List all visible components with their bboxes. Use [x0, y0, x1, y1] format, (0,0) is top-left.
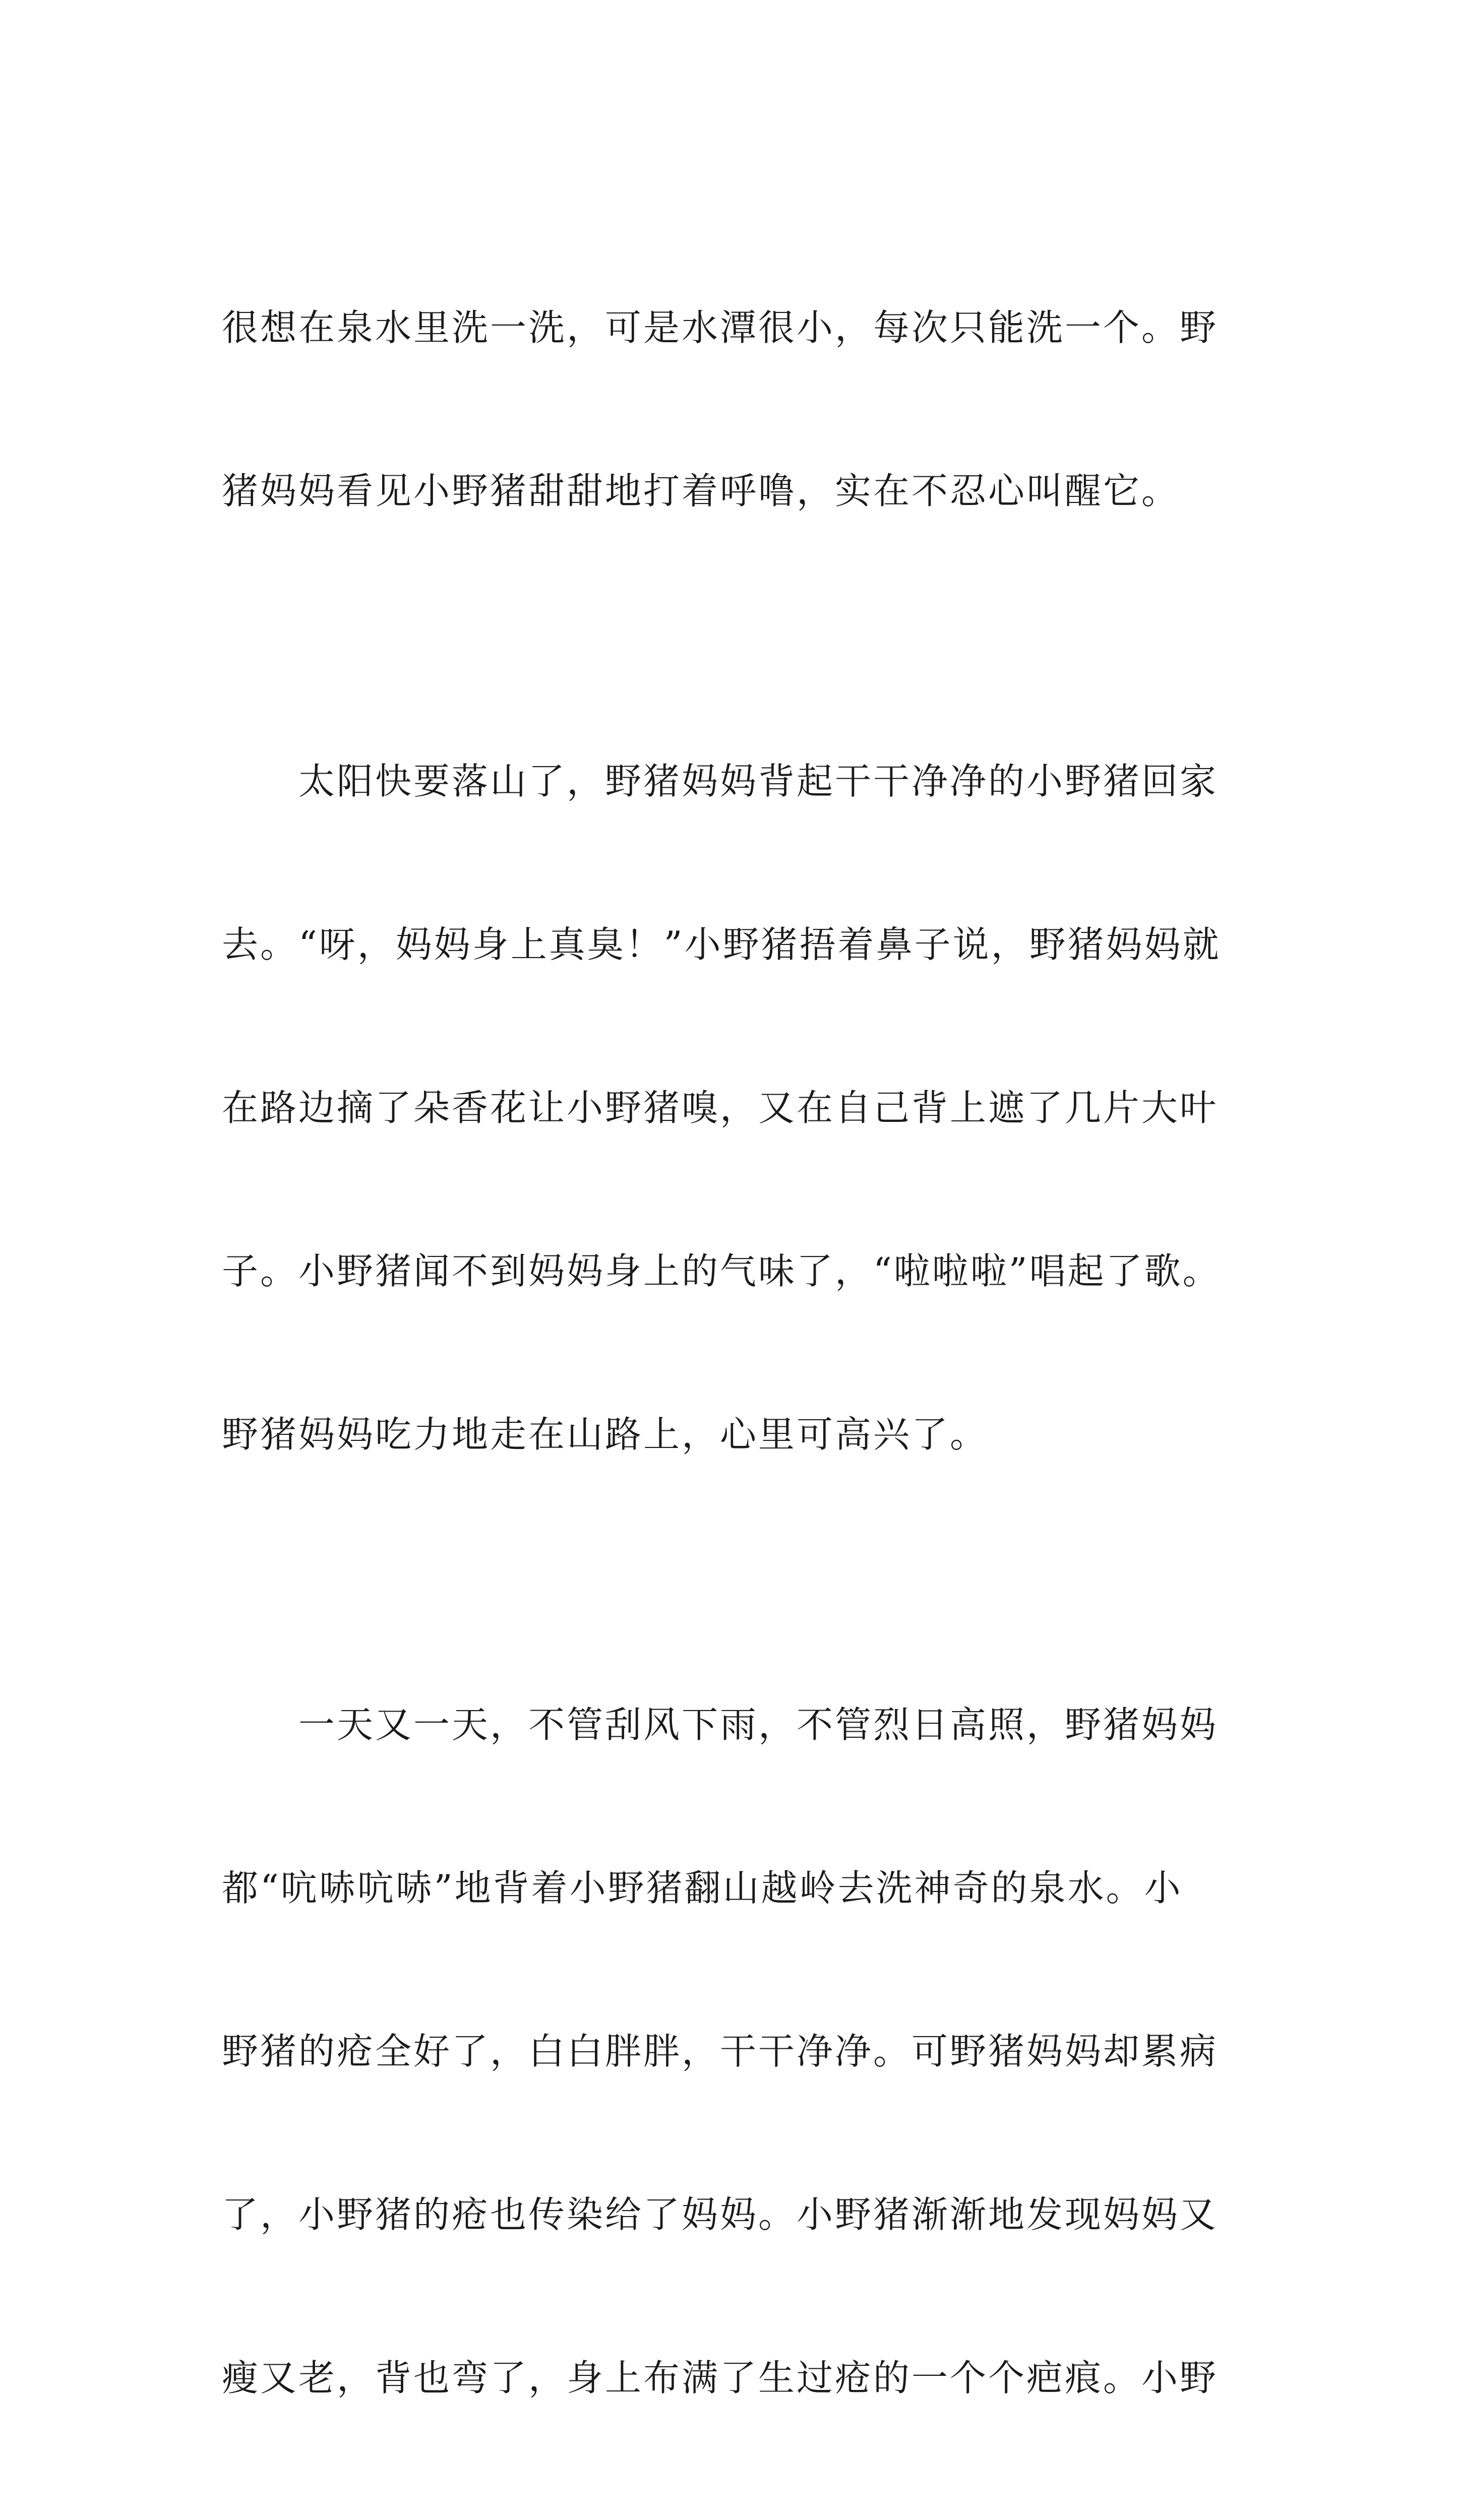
paragraph	[222, 645, 1255, 1570]
text-line: 猪妈妈看见小野猪甜甜地打着呼噜，实在不忍心叫醒它。	[222, 470, 1180, 512]
text-line: 野猪妈妈吃力地走在山路上，心里可高兴了。	[222, 1413, 989, 1456]
text-line: 一天又一天，不管刮风下雨，不管烈日高照，野猪妈妈	[222, 1704, 1219, 1746]
text-line: 在路边摘了朵香花让小野猪嗅，又在自己背上遮了几片大叶	[222, 1087, 1219, 1129]
paragraph	[222, 192, 1255, 627]
text-line: 子。小野猪闻不到妈妈身上的气味了，“啦啦啦”唱起了歌。	[222, 1250, 1221, 1292]
text-line: 很想在泉水里洗一洗，可是水潭很小，每次只能洗一个。野	[222, 306, 1219, 349]
document-body	[222, 192, 1255, 2520]
text-line: 了，小野猪的疮也传染给了妈妈。小野猪渐渐地发现妈妈又	[222, 2193, 1219, 2236]
text-line	[222, 2514, 1255, 2520]
text-line: 野猪的疮全好了，白白胖胖，干干净净。可野猪妈妈却累病	[222, 2030, 1219, 2072]
text-line: 太阳快要落山了，野猪妈妈背起干干净净的小野猪回家	[222, 760, 1219, 802]
text-line: 去。“呀，妈妈身上真臭！”小野猪捂着鼻子说，野猪妈妈就	[222, 923, 1221, 966]
text-line: 瘦又老，背也弯了，身上布满了生过疮的一个个疤痕。小野	[222, 2357, 1219, 2399]
paragraph	[222, 1589, 1255, 2520]
text-line: 都“吭哧吭哧”地背着小野猪翻山越岭去洗神奇的泉水。小	[222, 1867, 1183, 1909]
